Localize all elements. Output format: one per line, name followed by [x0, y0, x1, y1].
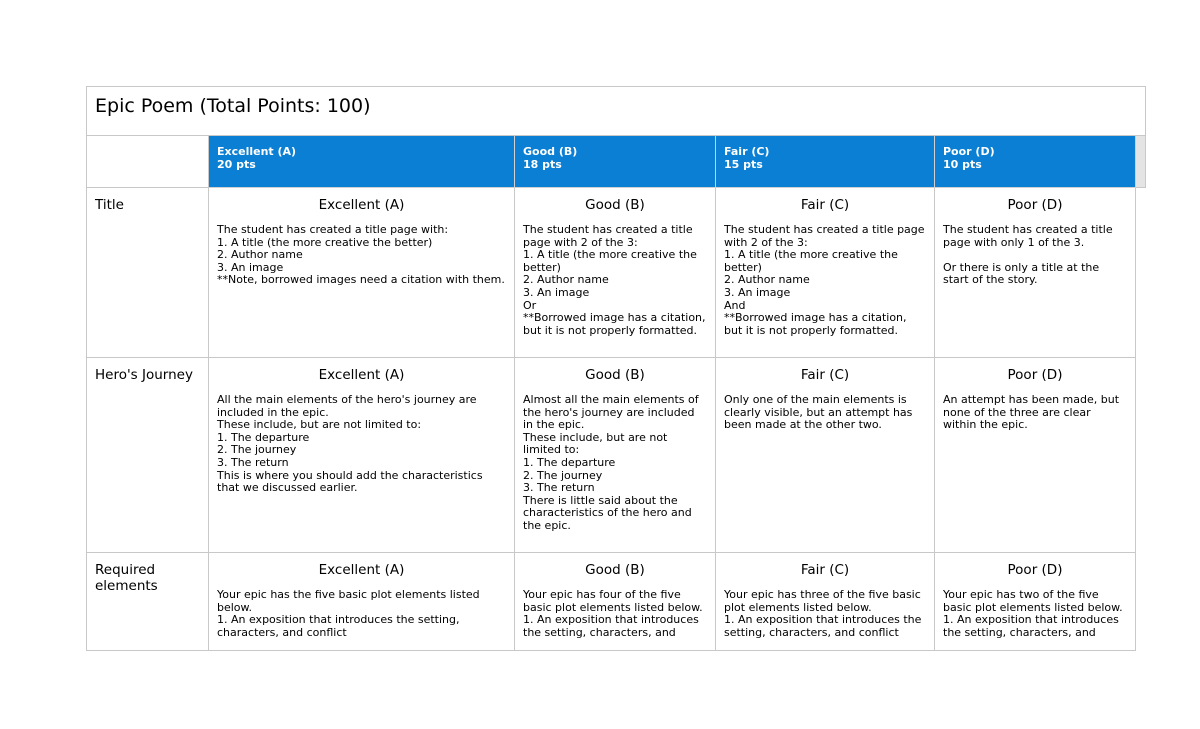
rubric-cell	[515, 358, 716, 553]
rubric-table	[86, 86, 1146, 651]
cell-description: Your epic has four of the five basic plot elements listed below. 1. An exposition that introduces the setting, characters, and	[523, 588, 703, 639]
rubric-cell	[209, 358, 515, 553]
rubric-cell	[716, 358, 935, 553]
level-points: 20 pts	[217, 158, 256, 171]
cell-level-title: Excellent (A)	[318, 562, 405, 578]
criterion-label: Required elements	[87, 553, 209, 651]
rubric-cell	[935, 188, 1136, 358]
cell-description: The student has created a title page with 2 of the 3: 1. A title (the more creative the better) 2. Author name 3. An image And **Borrowed image has a citation, but it is not properly formatted.	[724, 223, 925, 337]
level-name: Poor (D)	[943, 145, 995, 158]
level-name: Excellent (A)	[217, 145, 297, 158]
row-gap-cell	[1136, 358, 1146, 553]
criterion-label: Title	[87, 188, 209, 358]
level-header-fair	[716, 136, 935, 188]
header-gap-cell	[1136, 136, 1146, 188]
level-points: 15 pts	[724, 158, 763, 171]
cell-level-title: Excellent (A)	[318, 197, 405, 213]
cell-level-title: Good (B)	[585, 562, 645, 578]
row-gap-cell	[1136, 553, 1146, 651]
cell-description: All the main elements of the hero's journey are included in the epic. These include, but are not limited to: 1. The departure 2. The journey 3. The return This is where you should add the characteristics that we discussed earlier.	[217, 393, 483, 495]
level-points: 10 pts	[943, 158, 982, 171]
blank-header-cell	[87, 136, 209, 188]
cell-level-title: Fair (C)	[800, 197, 850, 213]
criterion-row-required-elements	[87, 553, 1146, 651]
level-name: Good (B)	[523, 145, 578, 158]
level-name: Fair (C)	[724, 145, 770, 158]
cell-description: The student has created a title page with: 1. A title (the more creative the better) 2. Author name 3. An image **Note, borrowed images need a citation with them.	[217, 223, 505, 287]
cell-description: The student has created a title page with 2 of the 3: 1. A title (the more creative the better) 2. Author name 3. An image Or **Borrowed image has a citation, but it is not properly formatted.	[523, 223, 706, 337]
rubric-cell	[935, 358, 1136, 553]
criterion-row-heros-journey	[87, 358, 1146, 553]
rubric-cell	[209, 553, 515, 651]
cell-description: An attempt has been made, but none of the three are clear within the epic.	[943, 393, 1120, 432]
cell-level-title: Fair (C)	[800, 562, 850, 578]
rubric-cell	[209, 188, 515, 358]
rubric-cell	[515, 188, 716, 358]
criterion-label: Hero's Journey	[87, 358, 209, 553]
level-header-row	[87, 136, 1146, 188]
rubric-cell	[716, 188, 935, 358]
cell-level-title: Fair (C)	[800, 367, 850, 383]
rubric-cell	[515, 553, 716, 651]
cell-level-title: Good (B)	[585, 367, 645, 383]
cell-description: Your epic has the five basic plot elements listed below. 1. An exposition that introduces the setting, characters, and conflict	[217, 588, 480, 639]
rubric-cell	[716, 553, 935, 651]
level-header-poor	[935, 136, 1136, 188]
rubric-title: Epic Poem (Total Points: 100)	[87, 87, 1146, 136]
cell-description: The student has created a title page with only 1 of the 3. Or there is only a title at the start of the story.	[943, 223, 1113, 287]
cell-level-title: Poor (D)	[1007, 562, 1063, 578]
cell-description: Your epic has three of the five basic plot elements listed below. 1. An exposition that introduces the setting, characters, and conflict	[724, 588, 922, 639]
cell-level-title: Good (B)	[585, 197, 645, 213]
level-points: 18 pts	[523, 158, 562, 171]
cell-description: Your epic has two of the five basic plot elements listed below. 1. An exposition that introduces the setting, characters, and	[943, 588, 1123, 639]
rubric-cell	[935, 553, 1136, 651]
cell-description: Almost all the main elements of the hero's journey are included in the epic. These include, but are not limited to: 1. The departure 2. The journey 3. The return There is little said about the characteristics of the hero and the epic.	[523, 393, 699, 532]
cell-level-title: Poor (D)	[1007, 197, 1063, 213]
cell-level-title: Poor (D)	[1007, 367, 1063, 383]
row-gap-cell	[1136, 188, 1146, 358]
level-header-good	[515, 136, 716, 188]
criterion-row-title	[87, 188, 1146, 358]
cell-description: Only one of the main elements is clearly visible, but an attempt has been made at the other two.	[724, 393, 913, 432]
cell-level-title: Excellent (A)	[318, 367, 405, 383]
level-header-excellent	[209, 136, 515, 188]
